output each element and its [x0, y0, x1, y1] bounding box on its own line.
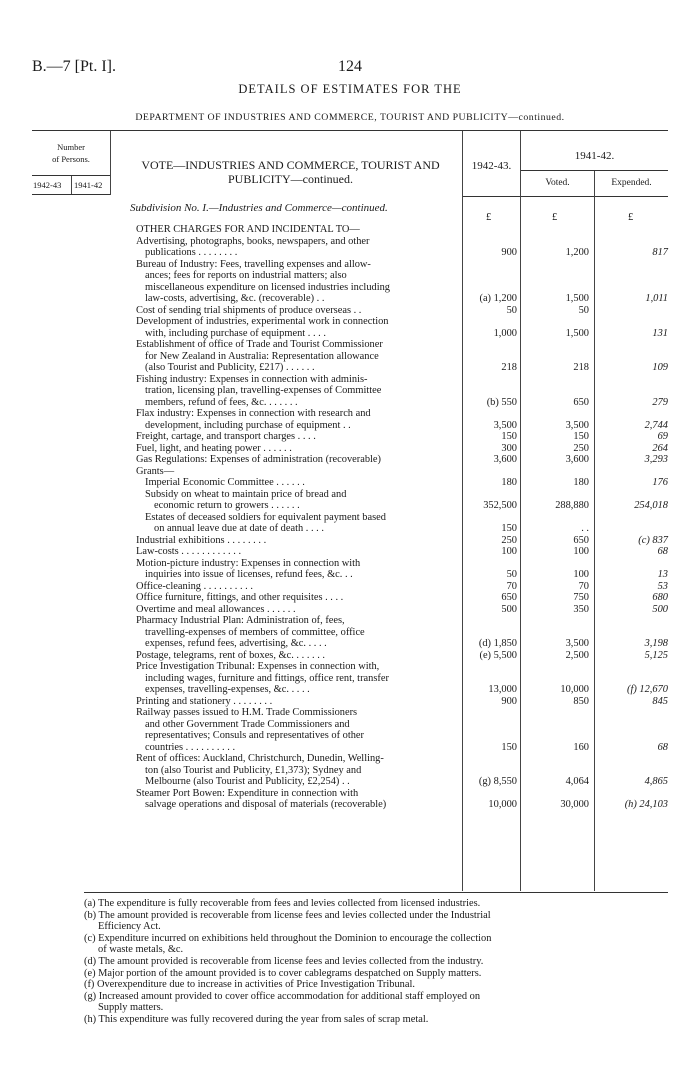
amount-expended: 5,125 [644, 649, 668, 661]
persons-col-1941: 1941-42 [74, 180, 103, 190]
item-text-line: Printing and stationery . . . . . . . . [136, 695, 273, 707]
amount-estimate: 352,500 [483, 500, 517, 511]
item-text-line: Motion-picture industry: Expenses in connection with [136, 557, 361, 569]
item-text-line: economic return to growers . . . . . . [154, 500, 300, 511]
estimate-item [136, 374, 460, 409]
amount-estimate: 13,000 [488, 684, 517, 695]
vline-voted-left [520, 131, 521, 891]
amount-voted: 750 [573, 592, 589, 603]
item-text-line: Postage, telegrams, rent of boxes, &c. . . . . . . [136, 649, 326, 661]
amount-estimate: 180 [501, 477, 517, 488]
footnote-line: of waste metals, &c. [98, 944, 184, 956]
amount-voted: 50 [578, 304, 589, 316]
estimate-item [136, 489, 460, 512]
estimate-item [136, 535, 460, 547]
estimate-item [136, 259, 460, 305]
amount-voted: 180 [573, 477, 589, 488]
amount-estimate: 150 [501, 431, 517, 442]
pound-sign-estimate: £ [486, 212, 492, 223]
item-text-line: (also Tourist and Publicity, £217) . . . . . . [145, 362, 315, 373]
footnote-line: (c) Expenditure incurred on exhibitions held throughout the Dominion to encourage the collection [84, 932, 492, 944]
item-text-line: members, refund of fees, &c. . . . . . . [145, 396, 298, 408]
amount-estimate: 1,000 [493, 327, 517, 339]
amount-estimate: 900 [501, 247, 517, 258]
item-text-line: Rent of offices: Auckland, Christchurch, Dunedin, Welling- [136, 753, 384, 764]
footnotes [84, 898, 644, 1026]
estimate-item [136, 661, 460, 696]
amount-expended: 69 [657, 431, 668, 442]
amount-voted: 850 [573, 695, 589, 707]
item-text-line: Imperial Economic Committee . . . . . . [145, 477, 305, 488]
amount-voted: 100 [573, 569, 589, 580]
item-text-line: and other Government Trade Commissioners and [145, 718, 350, 730]
amount-estimate: 50 [506, 569, 517, 580]
amount-voted: 4,064 [565, 776, 589, 787]
amount-expended: 131 [652, 327, 668, 339]
amount-estimate: 10,000 [488, 799, 517, 810]
estimate-item [136, 788, 460, 811]
item-text-line: inquiries into issue of licenses, refund fees, &c. . . [145, 569, 353, 580]
amount-expended: 817 [652, 247, 668, 258]
footnote-line: Supply matters. [98, 1002, 164, 1014]
item-text-line: law-costs, advertising, &c. (recoverable) . . [145, 293, 325, 304]
item-text-line: on annual leave due at date of death . . . . [154, 523, 324, 534]
amount-estimate: (a) 1,200 [479, 293, 517, 304]
persons-heading-line1: Number [57, 142, 85, 152]
item-text-line: countries . . . . . . . . . . [145, 741, 236, 753]
amount-expended: 4,865 [644, 776, 668, 787]
amount-estimate: (e) 5,500 [479, 649, 517, 661]
amount-voted: 218 [573, 362, 589, 373]
item-text-line: tration, licensing plan, travelling-expenses of Committee [145, 385, 382, 396]
amount-expended: 264 [652, 442, 668, 454]
estimate-item [136, 650, 460, 662]
item-text-line: Railway passes issued to H.M. Trade Commissioners [136, 707, 358, 718]
footnote-line: (d) The amount provided is recoverable from license fees and levies collected from the industry. [84, 955, 484, 967]
estimate-item [136, 443, 460, 455]
item-text-line: OTHER CHARGES FOR AND INCIDENTAL TO— [136, 224, 360, 235]
amount-expended: 13 [657, 569, 668, 580]
item-text-line: Estates of deceased soldiers for equivalent payment based [145, 511, 386, 523]
amount-expended: 2,744 [644, 419, 668, 431]
amount-expended: 254,018 [634, 500, 668, 511]
item-text-line: Steamer Port Bowen: Expenditure in connection with [136, 787, 359, 799]
amount-estimate: 650 [501, 592, 517, 603]
item-text-line: expenses, travelling-expenses, &c. . . . . [145, 684, 310, 695]
item-text-line: Development of industries, experimental work in connection [136, 316, 389, 327]
estimate-item [136, 707, 460, 753]
amount-estimate: (d) 1,850 [478, 638, 517, 649]
estimate-item [136, 558, 460, 581]
item-text-line: Office furniture, fittings, and other requisites . . . . [136, 592, 344, 603]
amount-voted: 650 [573, 396, 589, 408]
estimate-item [136, 546, 460, 558]
item-text-line: Fishing industry: Expenses in connection with adminis- [136, 373, 368, 385]
amount-voted: 100 [573, 546, 589, 557]
item-text-line: Establishment of office of Trade and Tourist Commissioner [136, 339, 383, 350]
amount-estimate: 500 [501, 603, 517, 615]
item-text-line: Industrial exhibitions . . . . . . . . [136, 534, 267, 546]
pound-sign-expended: £ [628, 212, 634, 223]
footnote-line: (h) This expenditure was fully recovered during the year from sales of scrap metal. [84, 1013, 429, 1025]
item-text-line: Cost of sending trial shipments of produce overseas . . [136, 304, 362, 316]
amount-expended: 109 [652, 362, 668, 373]
item-text-line: expenses, refund fees, advertising, &c. . . . . [145, 638, 327, 649]
bottom-rule [84, 892, 668, 893]
amount-voted: 10,000 [560, 684, 589, 695]
amount-estimate: 218 [501, 362, 517, 373]
estimate-year-heading: 1942-43. [471, 160, 512, 172]
subdivision-heading: Subdivision No. I.—Industries and Commerce—continued. [130, 202, 388, 214]
amount-voted: 160 [573, 741, 589, 753]
vline-persons-right [110, 131, 111, 195]
amount-estimate: 300 [501, 442, 517, 454]
estimate-item [136, 305, 460, 317]
item-text-line: ton (also Tourist and Publicity, £1,373); Sydney and [145, 764, 362, 776]
item-text-line: Subsidy on wheat to maintain price of bread and [145, 488, 347, 500]
estimate-item [136, 224, 460, 236]
vline-estimate-left [462, 131, 463, 891]
estimate-item [136, 512, 460, 535]
amount-expended: 279 [652, 396, 668, 408]
amount-voted: 150 [573, 431, 589, 442]
item-text-line: representatives; Consuls and representatives of other [145, 730, 364, 741]
footnote-line: Efficiency Act. [98, 921, 161, 933]
amount-estimate: (b) 550 [486, 396, 517, 408]
item-text-line: Flax industry: Expenses in connection with research and [136, 408, 371, 419]
item-text-line: travelling-expenses of members of committee, office [145, 626, 365, 638]
item-text-line: miscellaneous expenditure on licensed industries including [145, 281, 390, 293]
item-text-line: Grants— [136, 465, 175, 477]
estimate-item [136, 477, 460, 489]
estimate-item [136, 592, 460, 604]
estimate-items [136, 224, 460, 811]
item-text-line: Gas Regulations: Expenses of administration (recoverable) [136, 454, 381, 465]
amount-expended: 68 [657, 546, 668, 557]
page-number: 124 [338, 58, 362, 75]
amount-voted: . . [581, 523, 589, 534]
footnote-line: (a) The expenditure is fully recoverable from fees and levies collected from licensed industries. [84, 898, 481, 909]
amount-voted: 250 [573, 442, 589, 454]
estimate-item [136, 316, 460, 339]
amount-expended: 176 [652, 477, 668, 488]
report-reference: B.—7 [Pt. I]. [32, 58, 116, 75]
amount-voted: 288,880 [555, 500, 589, 511]
item-text-line: Price Investigation Tribunal: Expenses in connection with, [136, 661, 380, 672]
persons-col-1942: 1942-43 [33, 180, 62, 190]
amount-expended: (h) 24,103 [624, 799, 668, 810]
voted-heading: Voted. [545, 178, 570, 188]
amount-voted: 650 [573, 534, 589, 546]
footnote-line: (g) Increased amount provided to cover office accommodation for additional staff employed on [84, 990, 481, 1002]
item-text-line: Overtime and meal allowances . . . . . . [136, 603, 296, 615]
vline-expended-left [594, 171, 595, 891]
amount-expended: 500 [652, 603, 668, 615]
amount-estimate: 50 [506, 304, 517, 316]
amount-voted: 30,000 [560, 799, 589, 810]
item-text-line: Office-cleaning . . . . . . . . . . [136, 580, 253, 592]
vline-persons-mid [71, 176, 72, 194]
item-text-line: Melbourne (also Tourist and Publicity, £2,254) . . [145, 776, 350, 787]
estimate-item [136, 408, 460, 431]
estimate-item [136, 581, 460, 593]
item-text-line: Freight, cartage, and transport charges . . . . [136, 431, 316, 442]
estimate-item [136, 339, 460, 374]
item-text-line: Fuel, light, and heating power . . . . . . [136, 442, 292, 454]
footnote-line: (f) Overexpenditure due to increase in activities of Price Investigation Tribunal. [84, 979, 415, 991]
amount-voted: 70 [578, 580, 589, 592]
amount-expended: 3,293 [644, 454, 668, 465]
item-text-line: for New Zealand in Australia: Representation allowance [145, 350, 379, 362]
amount-expended: 1,011 [645, 293, 668, 304]
amount-estimate: 3,500 [493, 419, 517, 431]
amount-estimate: 70 [506, 580, 517, 592]
amount-voted: 2,500 [565, 649, 589, 661]
amount-voted: 350 [573, 603, 589, 615]
amount-expended: 845 [652, 695, 668, 707]
amount-expended: 53 [657, 580, 668, 592]
amount-estimate: 150 [501, 741, 517, 753]
estimate-item [136, 236, 460, 259]
estimate-item [136, 466, 460, 478]
amount-voted: 3,500 [565, 638, 589, 649]
amount-expended: (c) 837 [638, 534, 668, 546]
item-text-line: Law-costs . . . . . . . . . . . . [136, 546, 242, 557]
item-text-line: Bureau of Industry: Fees, travelling expenses and allow- [136, 258, 371, 270]
amount-estimate: 100 [501, 546, 517, 557]
item-text-line: development, including purchase of equipment . . [145, 419, 351, 431]
amount-voted: 3,600 [565, 454, 589, 465]
amount-expended: 68 [657, 741, 668, 753]
top-rule [32, 130, 668, 131]
estimate-item [136, 454, 460, 466]
department-heading: DEPARTMENT OF INDUSTRIES AND COMMERCE, TOURIST AND PUBLICITY—continued. [135, 112, 565, 123]
amount-voted: 1,500 [565, 293, 589, 304]
footnote-line: (e) Major portion of the amount provided is to cover cablegrams despatched on Supply matters. [84, 967, 482, 979]
item-text-line: ances; fees for reports on industrial matters; also [145, 270, 347, 281]
expended-heading: Expended. [611, 178, 652, 188]
vote-title: VOTE—INDUSTRIES AND COMMERCE, TOURIST AND PUBLICITY—continued. [141, 158, 440, 186]
amount-estimate: 250 [501, 534, 517, 546]
item-text-line: with, including purchase of equipment . . . . [145, 327, 326, 339]
footnote-line: (b) The amount provided is recoverable from license fees and levies collected under the Industrial [84, 909, 491, 921]
estimate-item [136, 615, 460, 650]
amount-voted: 1,500 [565, 327, 589, 339]
amount-expended: 680 [652, 592, 668, 603]
header-rule-right [463, 196, 668, 197]
amount-expended: 3,198 [644, 638, 668, 649]
amount-voted: 3,500 [565, 419, 589, 431]
persons-heading-line2: of Persons. [52, 154, 90, 164]
item-text-line: Advertising, photographs, books, newspapers, and other [136, 235, 370, 247]
item-text-line: including wages, furniture and fittings, office rent, transfer [145, 672, 389, 684]
estimate-item [136, 604, 460, 616]
page-title: DETAILS OF ESTIMATES FOR THE [238, 82, 462, 96]
estimate-item [136, 753, 460, 788]
amount-expended: (f) 12,670 [627, 684, 668, 695]
estimate-item [136, 431, 460, 443]
amount-estimate: (g) 8,550 [478, 776, 517, 787]
estimate-item [136, 696, 460, 708]
item-text-line: salvage operations and disposal of materials (recoverable) [145, 799, 387, 810]
amount-estimate: 3,600 [493, 454, 517, 465]
item-text-line: Pharmacy Industrial Plan: Administration of, fees, [136, 615, 345, 626]
previous-year-heading: 1941-42. [574, 150, 615, 162]
amount-estimate: 900 [501, 695, 517, 707]
amount-estimate: 150 [501, 523, 517, 534]
header-rule-persons-bottom [32, 194, 110, 195]
pound-sign-voted: £ [552, 212, 558, 223]
amount-voted: 1,200 [565, 247, 589, 258]
item-text-line: publications . . . . . . . . [145, 247, 238, 258]
